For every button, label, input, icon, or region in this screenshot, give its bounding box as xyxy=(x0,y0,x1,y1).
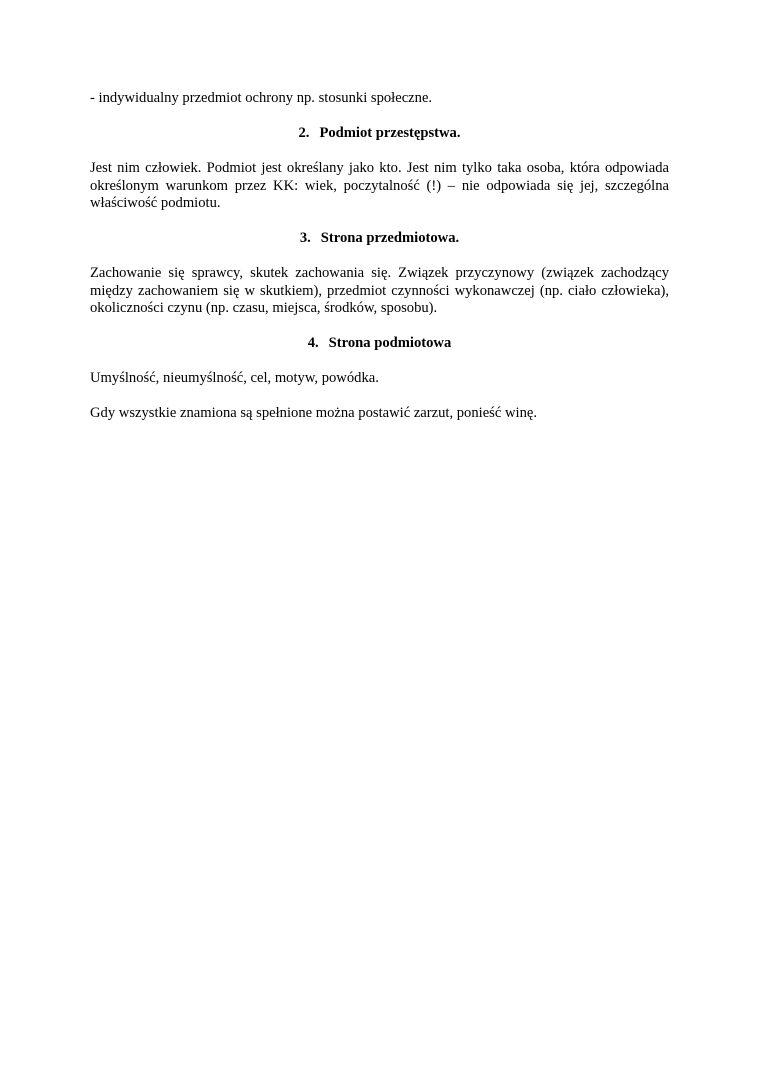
document-body xyxy=(90,90,669,423)
paragraph-objective-description: Zachowanie się sprawcy, skutek zachowania się. Związek przyczynowy (związek zachodzący między zachowaniem się w skutkiem), przedmiot czynności wykonawczej (np. ciało człowieka), okoliczności czynu (np. czasu, miejsca, środków, sposobu). xyxy=(90,265,669,316)
heading-text: Podmiot przestępstwa. xyxy=(319,125,461,141)
paragraph-conclusion: Gdy wszystkie znamiona są spełnione można postawić zarzut, ponieść winę. xyxy=(90,405,538,421)
heading-number: 4. xyxy=(307,335,319,351)
heading-text: Strona podmiotowa xyxy=(328,335,452,351)
paragraph-protected-object: - indywidualny przedmiot ochrony np. stosunki społeczne. xyxy=(90,90,433,106)
paragraph-subjective-description: Umyślność, nieumyślność, cel, motyw, powódka. xyxy=(90,370,379,386)
heading-objective-side xyxy=(90,230,669,248)
heading-number: 2. xyxy=(298,125,310,141)
heading-text: Strona przedmiotowa. xyxy=(320,230,460,246)
paragraph-subject-description: Jest nim człowiek. Podmiot jest określany jako kto. Jest nim tylko taka osoba, która odpowiada określonym warunkom przez KK: wiek, poczytalność (!) – nie odpowiada się jej, szczególna właściwość podmiotu. xyxy=(90,160,669,211)
heading-subject-of-offence xyxy=(90,125,669,143)
heading-subjective-side xyxy=(90,335,669,353)
heading-number: 3. xyxy=(299,230,311,246)
